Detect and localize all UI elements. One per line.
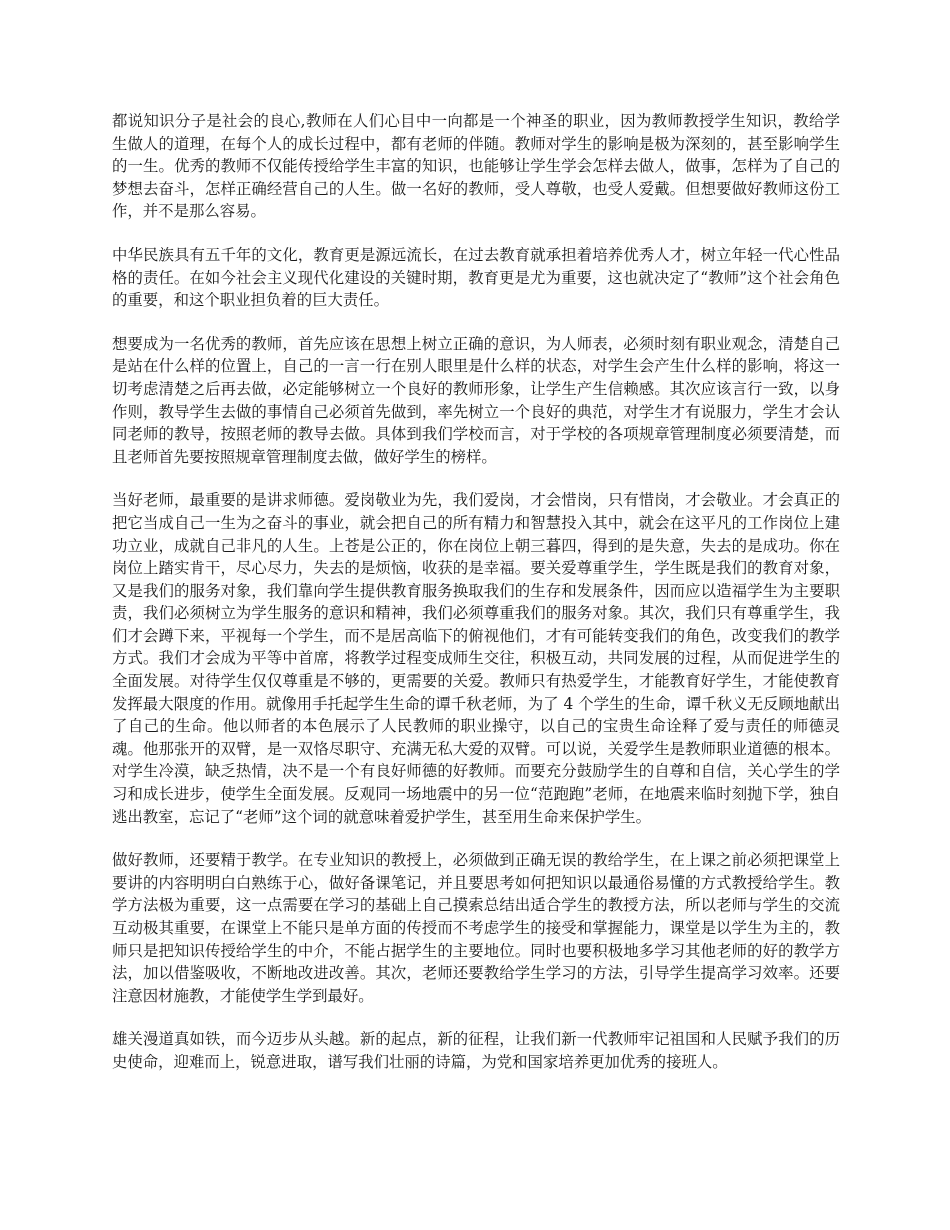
paragraph-5: 做好教师，还要精于教学。在专业知识的教授上，必须做到正确无误的教给学生，在上课之前必须把课堂上要讲的内容明明白白熟练于心，做好备课笔记，并且要思考如何把知识以最通俗易懂的方式教授给学生。教学方法极为重要，这一点需要在学习的基础上自己摸索总结出适合学生的教授方法，所以老师与学生的交流互动极其重要，在课堂上不能只是单方面的传授而不考虑学生的接受和掌握能力，课堂是以学生为主的，教师只是把知识传授给学生的中介，不能占据学生的主要地位。同时也要积极地多学习其他老师的好的教学方法，加以借鉴吸收，不断地改进改善。其次，老师还要教给学生学习的方法，引导学生提高学习效率。还要注意因材施教，才能使学生学到最好。 bbox=[112, 851, 840, 1005]
paragraph-6: 雄关漫道真如铁，而今迈步从头越。新的起点，新的征程，让我们新一代教师牢记祖国和人民赋予我们的历史使命，迎难而上，锐意进取，谱写我们壮丽的诗篇，为党和国家培养更加优秀的接班人。 bbox=[112, 1030, 840, 1071]
paragraph-1: 都说知识分子是社会的良心,教师在人们心目中一向都是一个神圣的职业，因为教师教授学生知识，教给学生做人的道理，在每个人的成长过程中，都有老师的伴随。教师对学生的影响是极为深刻的，甚至影响学生的一生。优秀的教师不仅能传授给学生丰富的知识，也能够让学生学会怎样去做人，做事，怎样为了自己的梦想去奋斗，怎样正确经营自己的人生。做一名好的教师，受人尊敬，也受人爱戴。但想要做好教师这份工作，并不是那么容易。 bbox=[112, 112, 840, 221]
document-body bbox=[112, 110, 840, 1095]
paragraph-2: 中华民族具有五千年的文化，教育更是源远流长，在过去教育就承担着培养优秀人才，树立年轻一代心性品格的责任。在如今社会主义现代化建设的关键时期，教育更是尤为重要，这也就决定了“教师”这个社会角色的重要，和这个职业担负着的巨大责任。 bbox=[112, 245, 840, 310]
paragraph-4: 当好老师，最重要的是讲求师德。爱岗敬业为先，我们爱岗，才会惜岗，只有惜岗，才会敬业。才会真正的把它当成自己一生为之奋斗的事业，就会把自己的所有精力和智慧投入其中，就会在这平凡的工作岗位上建功立业，成就自己非凡的人生。上苍是公正的，你在岗位上朝三暮四，得到的是失意，失去的是成功。你在岗位上踏实肯干，尽心尽力，失去的是烦恼，收获的是幸福。要关爱尊重学生，学生既是我们的教育对象，又是我们的服务对象，我们靠向学生提供教育服务换取我们的生存和发展条件，因而应以造福学生为主要职责，我们必须树立为学生服务的意识和精神，我们必须尊重我们的服务对象。其次，我们只有尊重学生，我们才会蹲下来，平视每一个学生，而不是居高临下的俯视他们，才有可能转变我们的角色，改变我们的教学方式。我们才会成为平等中首席，将教学过程变成师生交往，积极互动，共同发展的过程，从而促进学生的全面发展。对待学生仅仅尊重是不够的，更需要的关爱。教师只有热爱学生，才能教育好学生，才能使教育发挥最大限度的作用。就像用手托起学生生命的谭千秋老师，为了 4 个学生的生命，谭千秋义无反顾地献出了自己的生命。他以师者的本色展示了人民教师的职业操守，以自己的宝贵生命诠释了爱与责任的师德灵魂。他那张开的双臂，是一双恪尽职守、充满无私大爱的双臂。可以说，关爱学生是教师职业道德的根本。对学生冷漠，缺乏热情，决不是一个有良好师德的好教师。而要充分鼓励学生的自尊和自信，关心学生的学习和成长进步，使学生全面发展。反观同一场地震中的另一位“范跑跑”老师，在地震来临时刻抛下学，独自逃出教室，忘记了“老师”这个词的就意味着爱护学生，甚至用生命来保护学生。 bbox=[112, 491, 840, 826]
paragraph-3: 想要成为一名优秀的教师，首先应该在思想上树立正确的意识，为人师表，必须时刻有职业观念，清楚自己是站在什么样的位置上，自己的一言一行在别人眼里是什么样的状态，对学生会产生什么样的影响，将这一切考虑清楚之后再去做，必定能够树立一个良好的教师形象，让学生产生信赖感。其次应该言行一致，以身作则，教导学生去做的事情自己必须首先做到，率先树立一个良好的典范，对学生才有说服力，学生才会认同老师的教导，按照老师的教导去做。具体到我们学校而言，对于学校的各项规章管理制度必须要清楚，而且老师首先要按照规章管理制度去做，做好学生的榜样。 bbox=[112, 334, 840, 466]
